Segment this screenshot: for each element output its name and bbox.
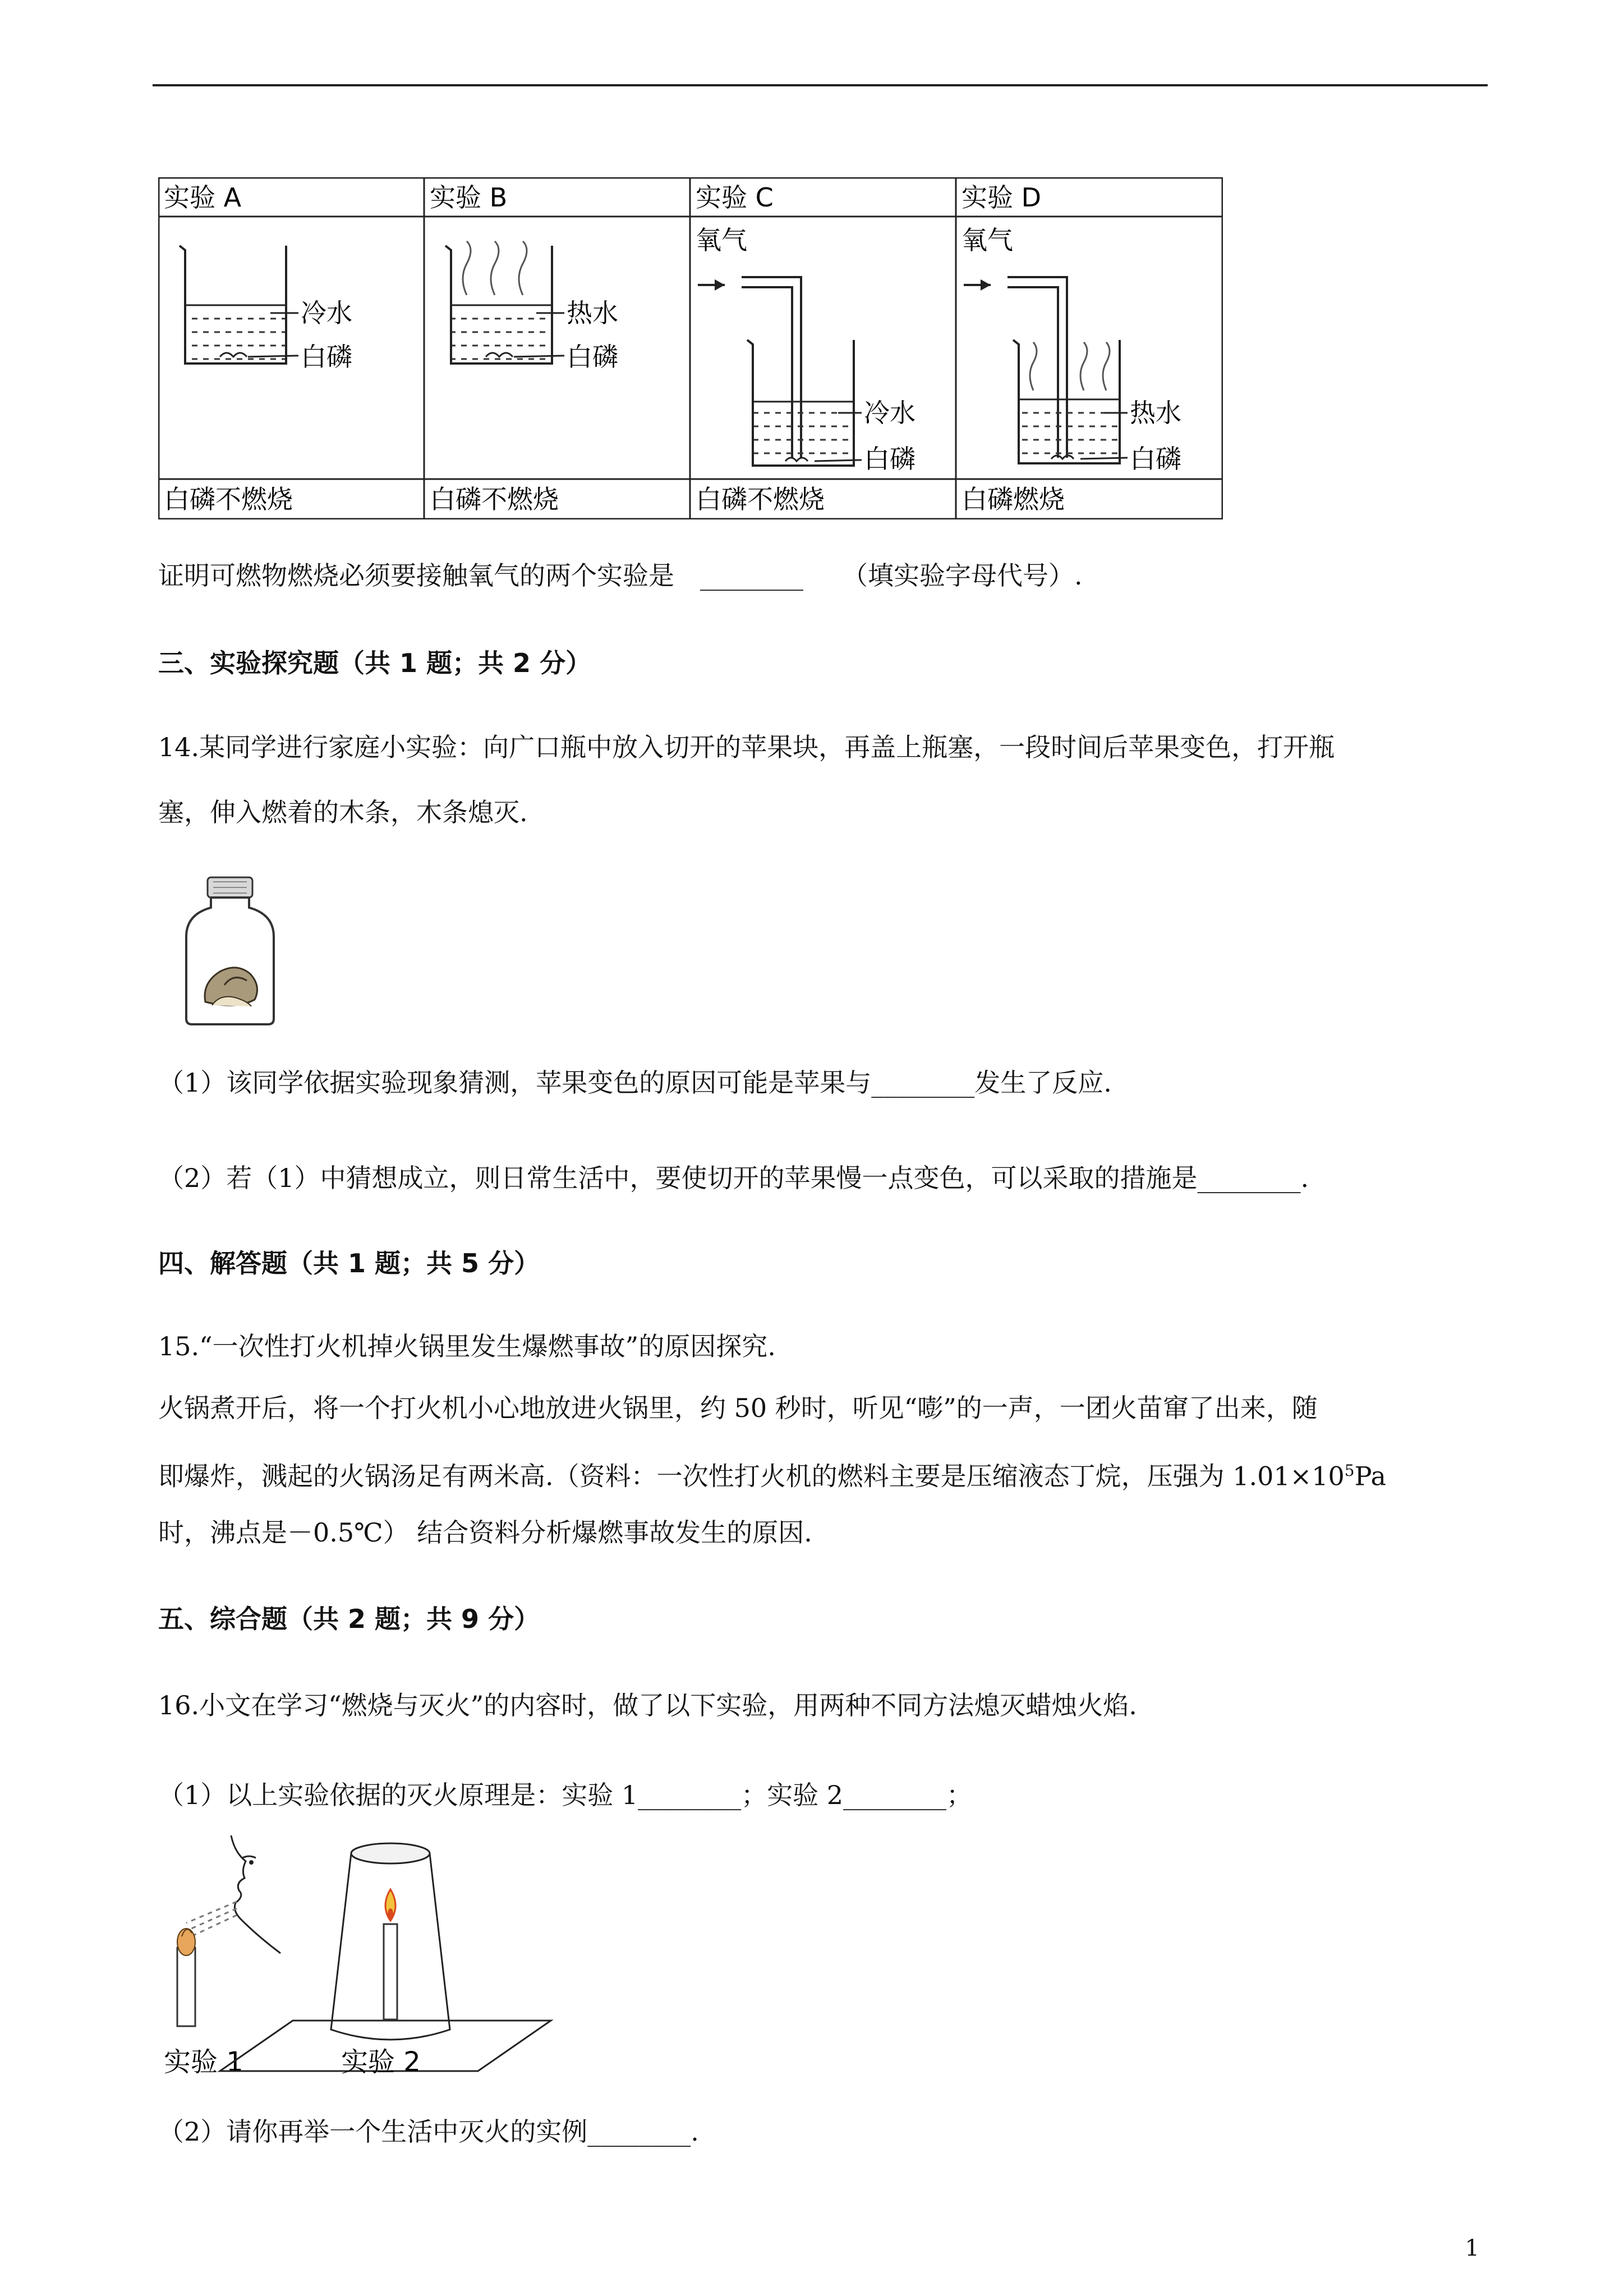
q15-line-1: 15.“一次性打火机掉火锅里发生爆燃事故”的原因探究. — [158, 1331, 776, 1361]
jar-with-apple-icon — [180, 875, 280, 1027]
q15-line-2: 火锅煮开后，将一个打火机小心地放进火锅里，约 50 秒时，听见“嘭”的一声，一团火苗窜了出来，随 — [158, 1393, 1318, 1423]
exp-a-header: 实验 A — [164, 182, 242, 213]
beaker-b-icon — [445, 241, 564, 364]
exp-a-water-label: 冷水 — [301, 298, 352, 328]
exp-c-gas-label: 氧气 — [696, 225, 747, 255]
q15-line-4: 时，沸点是－0.5℃） 结合资料分析爆燃事故发生的原因. — [158, 1517, 812, 1548]
section-3-heading: 三、实验探究题（共 1 题；共 2 分） — [158, 648, 592, 678]
face-blowing-icon — [231, 1835, 280, 1953]
exp-d-header: 实验 D — [961, 182, 1042, 213]
q16-line-1: 16.小文在学习“燃烧与灭火”的内容时，做了以下实验，用两种不同方法熄灭蜡烛火焰. — [158, 1690, 1137, 1720]
exp-c-water-label: 冷水 — [864, 398, 915, 428]
exp-c-result: 白磷不燃烧 — [696, 484, 825, 514]
q13-answer-line: 证明可燃物燃烧必须要接触氧气的两个实验是 ________ （填实验字母代号）. — [158, 560, 1083, 591]
section-4-heading: 四、解答题（共 1 题；共 5 分） — [158, 1248, 540, 1278]
exp-d-phosphorus-label: 白磷 — [1130, 444, 1181, 474]
beaker-a-icon — [180, 246, 298, 364]
experiment-table-figure — [158, 177, 1223, 519]
q16-sub-1: （1）以上实验依据的灭火原理是：实验 1________；实验 2________； — [158, 1780, 973, 1810]
q15-line-3-text: 即爆炸，溅起的火锅汤足有两米高.（资料：一次性打火机的燃料主要是压缩液态丁烷，压强为 1.01×10 — [158, 1461, 1345, 1492]
q14-sub-2: （2）若（1）中猜想成立，则日常生活中，要使切开的苹果慢一点变色，可以采取的措施是________. — [158, 1163, 1309, 1193]
q15-line-3-unit: Pa — [1354, 1461, 1386, 1492]
q15-line-3 — [158, 1454, 1386, 1493]
exp-b-result: 白磷不燃烧 — [430, 484, 559, 514]
q14-line-2: 塞，伸入燃着的木条，木条熄灭. — [158, 797, 528, 827]
beaker-c-icon — [698, 277, 862, 466]
exp-a-result: 白磷不燃烧 — [164, 484, 293, 514]
exp-d-result: 白磷燃烧 — [961, 484, 1065, 514]
q15-superscript: 5 — [1344, 1461, 1355, 1480]
section-5-heading: 五、综合题（共 2 题；共 9 分） — [158, 1604, 540, 1634]
exp-c-phosphorus-label: 白磷 — [864, 444, 915, 474]
exp-b-phosphorus-label: 白磷 — [567, 342, 618, 372]
fig-label-exp1: 实验 1 — [164, 2046, 243, 2078]
exp-c-header: 实验 C — [696, 182, 774, 213]
exp-d-water-label: 热水 — [1130, 398, 1181, 428]
beaker-d-icon — [964, 277, 1128, 463]
exp-b-header: 实验 B — [430, 182, 508, 213]
exp-a-phosphorus-label: 白磷 — [301, 342, 352, 372]
q14-sub-1: （1）该同学依据实验现象猜测，苹果变色的原因可能是苹果与________发生了反应. — [158, 1068, 1112, 1098]
inverted-cup-candle-icon — [220, 1843, 551, 2071]
page-number: 1 — [1465, 2235, 1479, 2261]
fig-label-exp2: 实验 2 — [341, 2046, 421, 2078]
candle-1-icon — [177, 1929, 195, 2026]
q14-line-1: 14.某同学进行家庭小实验：向广口瓶中放入切开的苹果块，再盖上瓶塞，一段时间后苹果变色，打开瓶 — [158, 732, 1335, 762]
exp-d-gas-label: 氧气 — [961, 225, 1013, 255]
exp-b-water-label: 热水 — [567, 298, 618, 328]
header-rule — [153, 84, 1488, 86]
q16-sub-2: （2）请你再举一个生活中灭火的实例________. — [158, 2116, 699, 2147]
candle-experiments-figure — [158, 1830, 652, 2088]
